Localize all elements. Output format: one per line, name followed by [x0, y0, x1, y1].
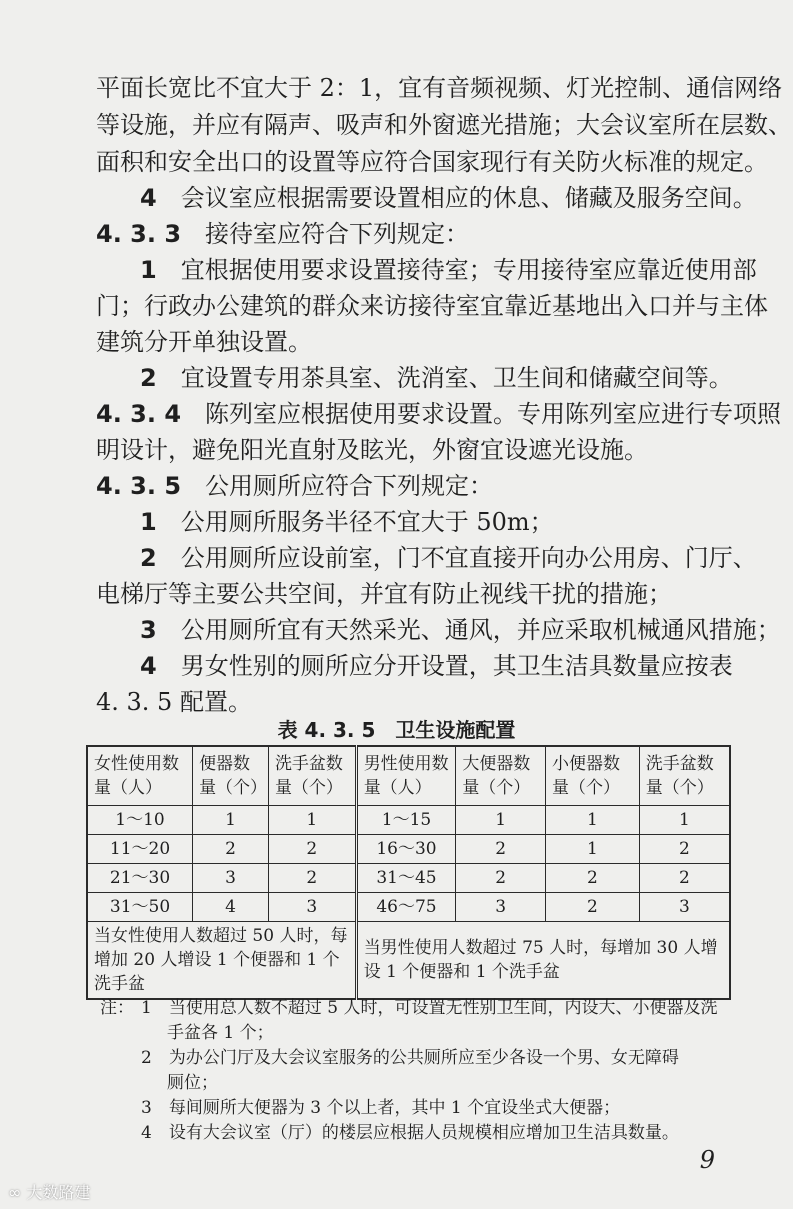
clause-4	[140, 182, 780, 214]
table-cell: 1	[546, 835, 640, 864]
table-cell: 3	[639, 893, 730, 922]
table-row	[87, 835, 730, 864]
table-footer-female: 当女性使用人数超过 50 人时，每增加 20 人增设 1 个便器和 1 个洗手盆	[87, 922, 356, 1000]
table-cell: 11～20	[87, 835, 193, 864]
clause-4-3-3-2	[140, 362, 780, 394]
section-number: 4. 3. 3	[96, 220, 182, 248]
table-cell: 3	[193, 864, 269, 893]
table-cell: 1	[639, 806, 730, 835]
table-cell: 1	[193, 806, 269, 835]
table-cell: 16～30	[356, 835, 456, 864]
table-header-cell: 男性使用数量（人）	[356, 746, 456, 806]
table-header-cell: 洗手盆数量（个）	[639, 746, 730, 806]
table-header-cell: 女性使用数量（人）	[87, 746, 193, 806]
section-number: 4. 3. 4	[96, 400, 182, 428]
table-row	[87, 864, 730, 893]
body-line: 明设计，避免阳光直射及眩光，外窗宜设遮光设施。	[96, 436, 648, 464]
note-2-cont: 厕位；	[167, 1073, 218, 1093]
note-number: 3	[141, 1098, 152, 1118]
table-row	[87, 806, 730, 835]
clause-text: 男女性别的厕所应分开设置，其卫生洁具数量应按表	[180, 652, 733, 680]
table-header-cell: 洗手盆数量（个）	[268, 746, 356, 806]
table-cell: 1～15	[356, 806, 456, 835]
table-cell: 21～30	[87, 864, 193, 893]
table-footer-row	[87, 922, 730, 1000]
section-4-3-4	[96, 398, 782, 430]
table-header-cell: 便器数量（个）	[193, 746, 269, 806]
note-1	[141, 996, 717, 1021]
watermark-logo-icon: ∞	[8, 1183, 27, 1202]
clause-text: 公用厕所宜有天然采光、通风，并应采取机械通风措施；	[180, 616, 781, 644]
clause-text: 公用厕所服务半径不宜大于 50m；	[180, 508, 554, 536]
body-line: 4. 3. 5 配置。	[96, 688, 252, 716]
section-text: 接待室应符合下列规定：	[205, 220, 470, 248]
clause-number: 4	[140, 652, 157, 680]
watermark	[8, 1180, 90, 1203]
note-3	[141, 1096, 620, 1121]
section-text: 公用厕所应符合下列规定：	[205, 472, 494, 500]
body-line: 门；行政办公建筑的群众来访接待室宜靠近基地出入口并与主体	[96, 292, 768, 320]
table-cell: 1	[268, 806, 356, 835]
note-number: 1	[141, 998, 152, 1018]
note-number: 4	[141, 1123, 152, 1143]
table-row	[87, 893, 730, 922]
table-cell: 1～10	[87, 806, 193, 835]
clause-4-3-5-2	[140, 542, 780, 574]
table-cell: 31～45	[356, 864, 456, 893]
table-cell: 4	[193, 893, 269, 922]
table-cell: 2	[456, 835, 546, 864]
body-line: 电梯厅等主要公共空间，并宜有防止视线干扰的措施；	[96, 580, 672, 608]
table-cell: 2	[546, 893, 640, 922]
note-number: 2	[141, 1048, 152, 1068]
note-1-cont: 手盆各 1 个；	[167, 1023, 274, 1043]
note-text: 为办公门厅及大会议室服务的公共厕所应至少各设一个男、女无障碍	[168, 1048, 679, 1068]
note-2	[141, 1046, 679, 1071]
table-cell: 2	[639, 864, 730, 893]
section-4-3-3	[96, 218, 736, 250]
clause-number: 1	[140, 508, 157, 536]
note-text: 当使用总人数不超过 5 人时，可设置无性别卫生间，内设大、小便器及洗	[168, 998, 718, 1018]
clause-number: 3	[140, 616, 157, 644]
table-cell: 31～50	[87, 893, 193, 922]
table-header-cell: 大便器数量（个）	[456, 746, 546, 806]
clause-text: 公用厕所应设前室，门不宜直接开向办公用房、门厅、	[180, 544, 757, 572]
table-cell: 1	[546, 806, 640, 835]
watermark-text: 大数路建	[26, 1183, 91, 1202]
body-line: 面积和安全出口的设置等应符合国家现行有关防火标准的规定。	[96, 148, 768, 176]
clause-text: 宜根据使用要求设置接待室；专用接待室应靠近使用部	[180, 256, 757, 284]
section-number: 4. 3. 5	[96, 472, 182, 500]
section-4-3-5	[96, 470, 736, 502]
table-cell: 3	[268, 893, 356, 922]
table-footer-male: 当男性使用人数超过 75 人时，每增加 30 人增设 1 个便器和 1 个洗手盆	[356, 922, 730, 1000]
table-cell: 2	[268, 835, 356, 864]
table-cell: 2	[268, 864, 356, 893]
clause-number: 2	[140, 364, 157, 392]
note-text: 每间厕所大便器为 3 个以上者，其中 1 个宜设坐式大便器；	[168, 1098, 621, 1118]
clause-number: 1	[140, 256, 157, 284]
table-cell: 3	[456, 893, 546, 922]
clause-text: 宜设置专用茶具室、洗消室、卫生间和储藏空间等。	[180, 364, 733, 392]
note-4	[141, 1121, 679, 1146]
section-text: 陈列室应根据使用要求设置。专用陈列室应进行专项照	[205, 400, 782, 428]
clause-4-3-5-4	[140, 650, 780, 682]
table-cell: 2	[639, 835, 730, 864]
clause-number: 2	[140, 544, 157, 572]
page-number: 9	[699, 1146, 715, 1174]
body-line: 等设施，并应有隔声、吸声和外窗遮光措施；大会议室所在层数、	[96, 111, 792, 139]
table-cell: 2	[456, 864, 546, 893]
table-header-row	[87, 746, 730, 806]
clause-4-3-5-3	[140, 614, 780, 646]
sanitary-facility-table	[86, 745, 731, 1000]
clause-text: 会议室应根据需要设置相应的休息、储藏及服务空间。	[180, 184, 757, 212]
body-line: 建筑分开单独设置。	[96, 328, 312, 356]
table-cell: 2	[193, 835, 269, 864]
clause-4-3-3-1	[140, 254, 780, 286]
clause-4-3-5-1	[140, 506, 780, 538]
clause-number: 4	[140, 184, 157, 212]
body-line: 平面长宽比不宜大于 2：1，宜有音频视频、灯光控制、通信网络	[96, 74, 783, 102]
table-cell: 1	[456, 806, 546, 835]
table-cell: 46～75	[356, 893, 456, 922]
table-header-cell: 小便器数量（个）	[546, 746, 640, 806]
note-label: 注：	[100, 998, 134, 1018]
table-cell: 2	[546, 864, 640, 893]
table-caption: 表 4. 3. 5 卫生设施配置	[277, 718, 516, 742]
note-text: 设有大会议室（厅）的楼层应根据人员规模相应增加卫生洁具数量。	[168, 1123, 679, 1143]
